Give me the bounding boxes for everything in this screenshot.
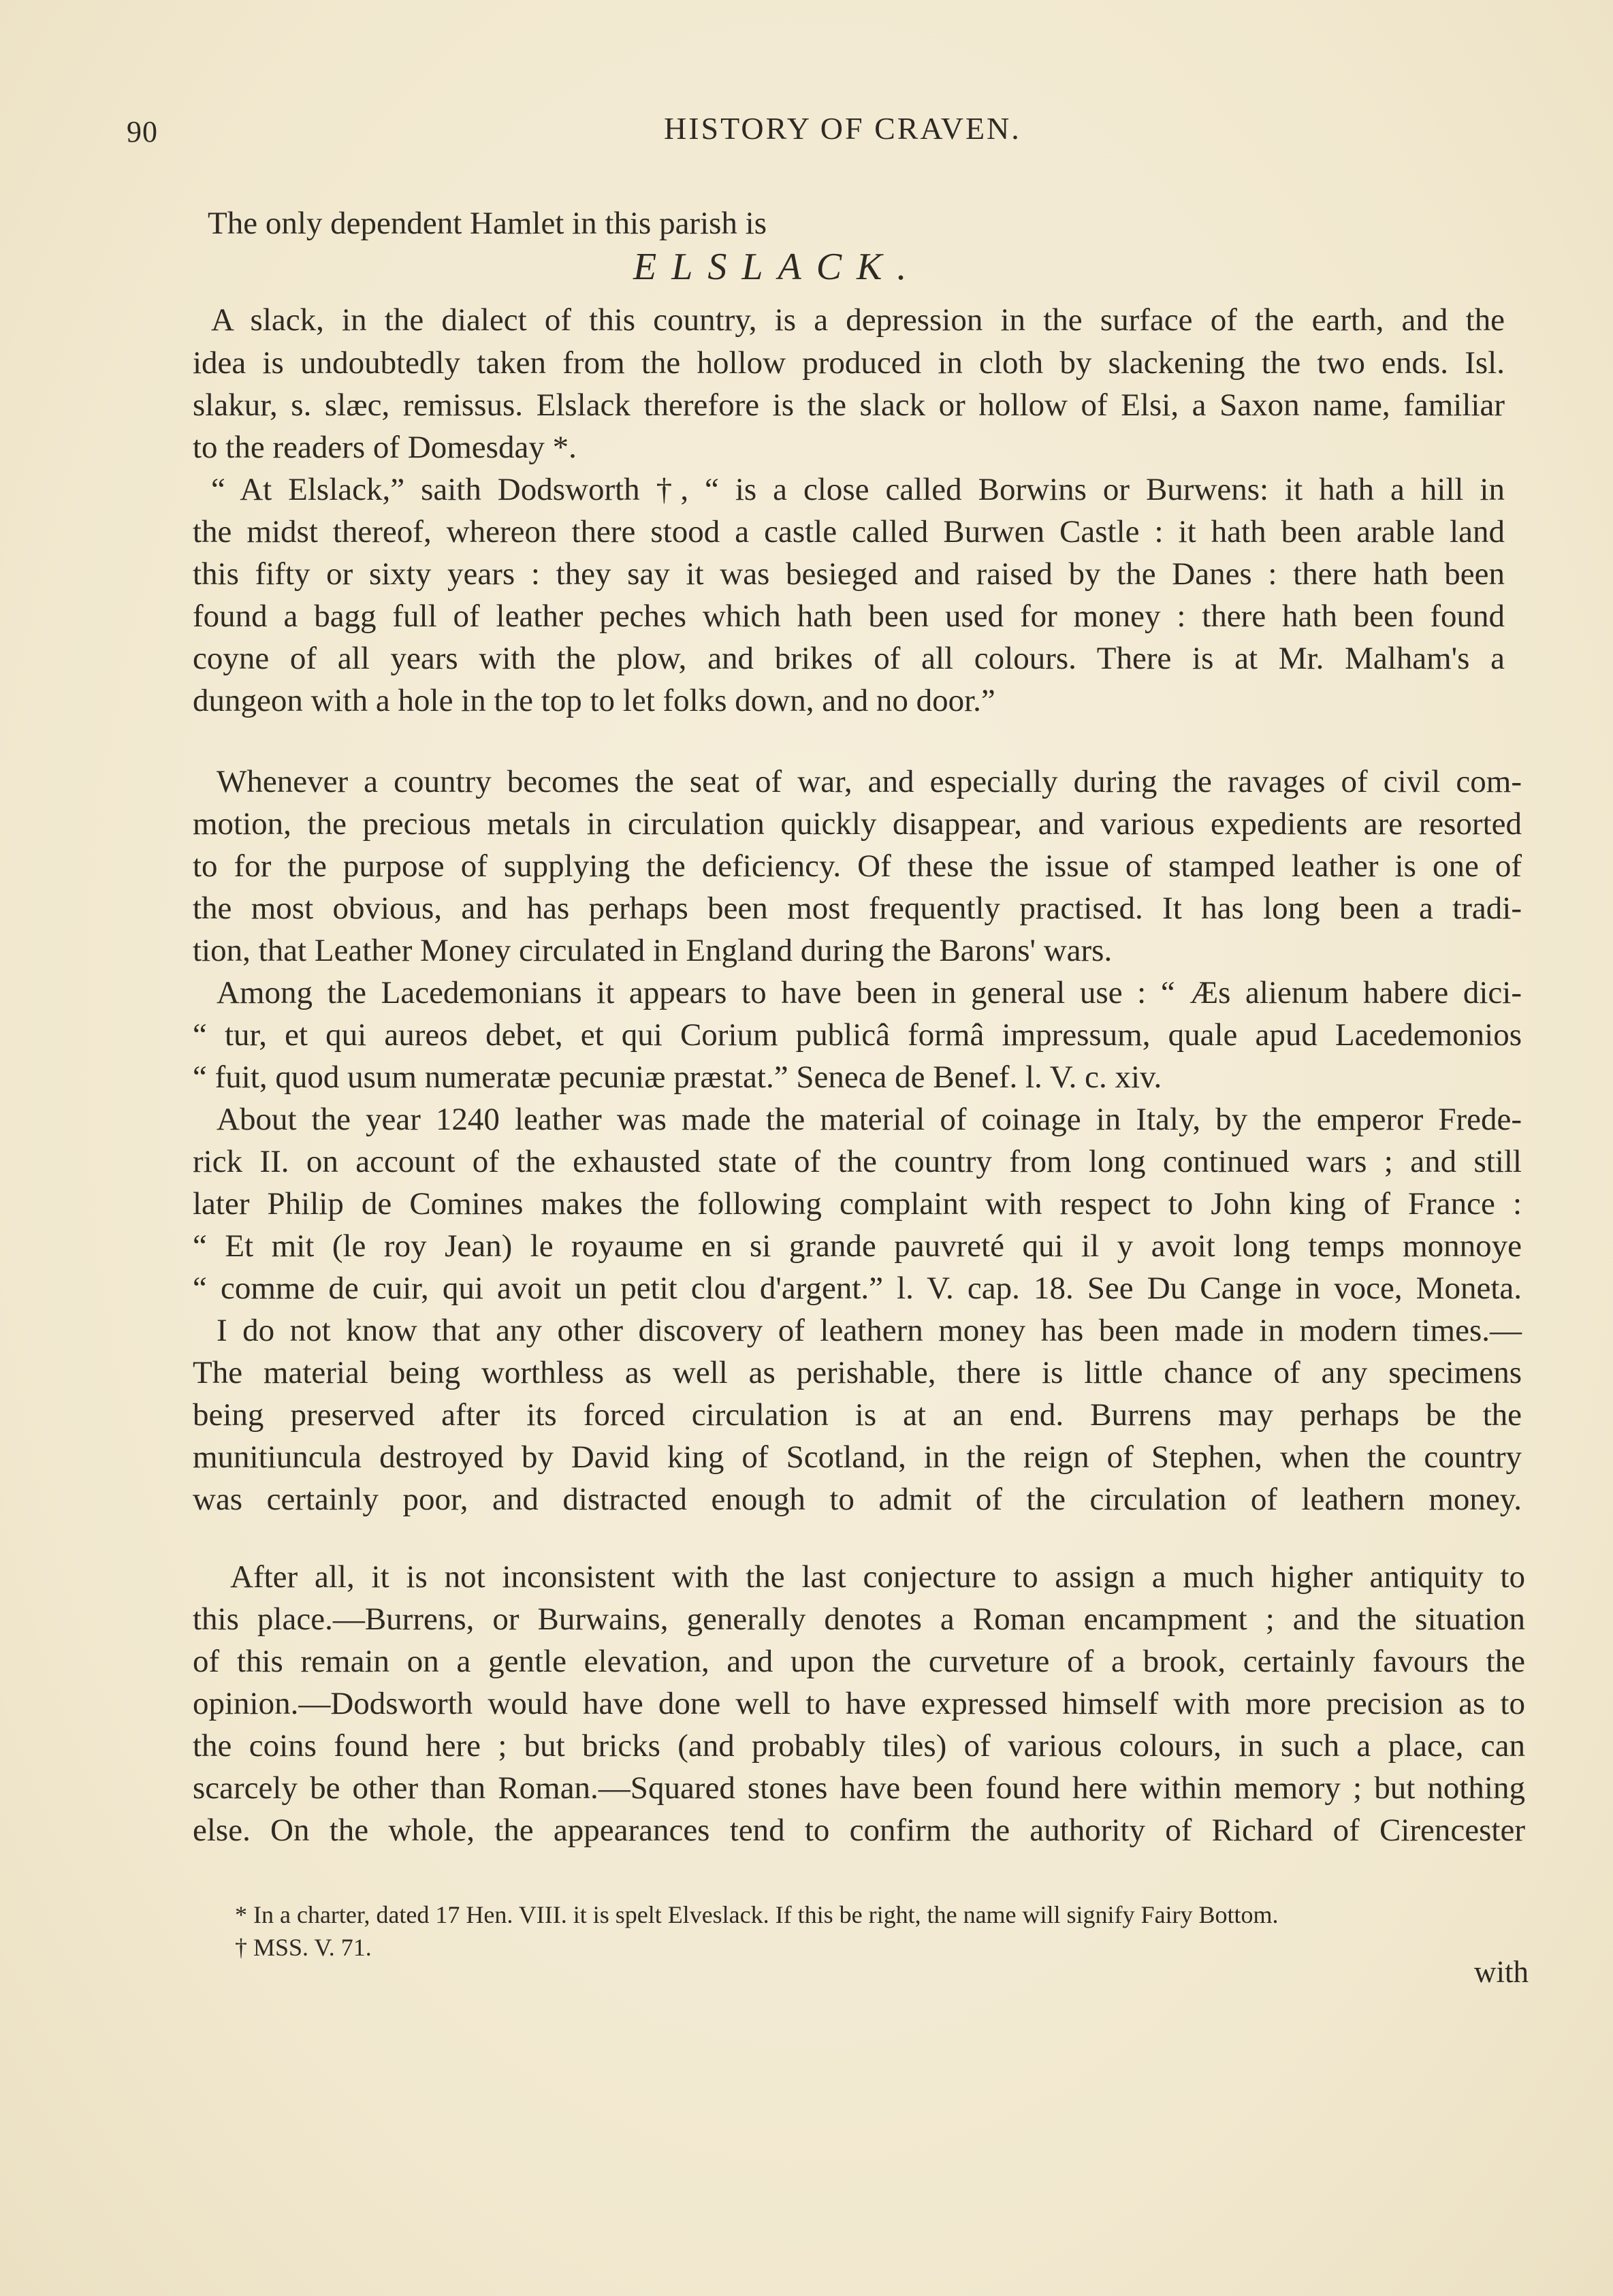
body-line: Whenever a country becomes the seat of war, and especially during the ravages of civil com- <box>217 764 1522 799</box>
body-line: was certainly poor, and distracted enough to admit of the circulation of leathern money. <box>193 1482 1522 1517</box>
running-head: HISTORY OF CRAVEN. <box>664 111 1021 146</box>
body-line: coyne of all years with the plow, and brikes of all colours. There is at Mr. Malham's a <box>193 641 1505 676</box>
body-line: found a bagg full of leather peches which hath been used for money : there hath been found <box>193 599 1505 634</box>
catchword: with <box>1474 1955 1529 1989</box>
body-line: After all, it is not inconsistent with the last conjecture to assign a much higher antiquity to <box>230 1559 1525 1595</box>
body-line: About the year 1240 leather was made the material of coinage in Italy, by the emperor Frede- <box>217 1102 1522 1137</box>
body-line: scarcely be other than Roman.—Squared stones have been found here within memory ; but nothing <box>193 1770 1525 1806</box>
body-line: the midst thereof, whereon there stood a castle called Burwen Castle : it hath been arable land <box>193 514 1505 549</box>
body-line: opinion.—Dodsworth would have done well to have expressed himself with more precision as to <box>193 1686 1525 1721</box>
body-line: rick II. on account of the exhausted state of the country from long continued wars ; and still <box>193 1144 1522 1179</box>
body-line: being preserved after its forced circulation is at an end. Burrens may perhaps be the <box>193 1397 1522 1433</box>
body-line: The material being worthless as well as perishable, there is little chance of any specimens <box>193 1355 1522 1390</box>
body-line: “ comme de cuir, qui avoit un petit clou d'argent.” l. V. cap. 18. See Du Cange in voce, Moneta. <box>193 1271 1522 1306</box>
body-line: “ At Elslack,” saith Dodsworth †, “ is a close called Borwins or Burwens: it hath a hill in <box>211 472 1505 507</box>
body-line: Among the Lacedemonians it appears to have been in general use : “ Æs alienum habere dici- <box>217 975 1522 1010</box>
page-number: 90 <box>127 115 158 148</box>
body-line: tion, that Leather Money circulated in England during the Barons' wars. <box>193 933 1113 968</box>
body-line: “ tur, et qui aureos debet, et qui Corium publicâ formâ impressum, quale apud Lacedemonios <box>193 1017 1522 1053</box>
body-line: to the readers of Domesday *. <box>193 430 577 465</box>
body-line: of this remain on a gentle elevation, and upon the curveture of a brook, certainly favours the <box>193 1644 1525 1679</box>
body-line: A slack, in the dialect of this country, is a depression in the surface of the earth, and the <box>211 302 1505 338</box>
body-line: the coins found here ; but bricks (and probably tiles) of various colours, in such a place, can <box>193 1728 1525 1764</box>
body-line: motion, the precious metals in circulation quickly disappear, and various expedients are resorted <box>193 806 1522 842</box>
body-line: I do not know that any other discovery of leathern money has been made in modern times.— <box>217 1313 1522 1348</box>
footnote-2: † MSS. V. 71. <box>235 1934 372 1961</box>
body-line: later Philip de Comines makes the following complaint with respect to John king of France : <box>193 1186 1522 1222</box>
body-line: idea is undoubtedly taken from the hollow produced in cloth by slackening the two ends. Isl. <box>193 345 1505 381</box>
footnote-1: * In a charter, dated 17 Hen. VIII. it is spelt Elveslack. If this be right, the name will signify Fairy Bottom. <box>235 1901 1279 1928</box>
body-line: this fifty or sixty years : they say it was besieged and raised by the Danes : there hath been <box>193 556 1505 592</box>
body-line: “ fuit, quod usum numeratæ pecuniæ præstat.” Seneca de Benef. l. V. c. xiv. <box>193 1059 1162 1095</box>
body-line: dungeon with a hole in the top to let folks down, and no door.” <box>193 683 995 718</box>
body-line: slakur, s. slæc, remissus. Elslack therefore is the slack or hollow of Elsi, a Saxon name, familiar <box>193 387 1505 423</box>
body-line: to for the purpose of supplying the deficiency. Of these the issue of stamped leather is one of <box>193 848 1522 884</box>
body-line: this place.—Burrens, or Burwains, generally denotes a Roman encampment ; and the situation <box>193 1601 1525 1637</box>
section-heading: ELSLACK. <box>633 246 922 288</box>
body-line: else. On the whole, the appearances tend to confirm the authority of Richard of Cirencester <box>193 1813 1525 1848</box>
intro-line: The only dependent Hamlet in this parish is <box>208 206 767 241</box>
body-line: the most obvious, and has perhaps been most frequently practised. It has long been a tradi- <box>193 891 1522 926</box>
body-line: “ Et mit (le roy Jean) le royaume en si grande pauvreté qui il y avoit long temps monnoye <box>193 1228 1522 1264</box>
body-line: munitiuncula destroyed by David king of Scotland, in the reign of Stephen, when the country <box>193 1439 1522 1475</box>
